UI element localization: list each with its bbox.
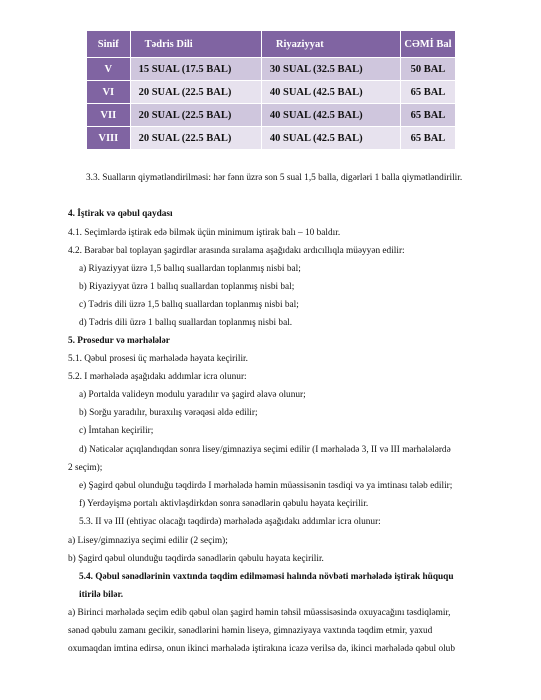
cell-sinif: VI [87, 81, 131, 104]
list-item: b) Sorğu yaradılır, buraxılış vərəqəsi əldə edilir; [79, 408, 258, 418]
cell-sinif: VIII [87, 127, 131, 150]
cell-tedris-dili: 20 SUAL (22.5 BAL) [130, 127, 261, 150]
paragraph-a-line-1: a) Birinci mərhələdə seçim edib qəbul olan şagird həmin təhsil müəssisəsində oxuyacağını təsdiqləmir, [68, 608, 451, 618]
cell-tedris-dili: 20 SUAL (22.5 BAL) [130, 104, 261, 127]
list-item: f) Yerdəyişmə portalı aktivləşdirkdən sonra sənədlərin qəbulu həyata keçirilir. [79, 499, 369, 509]
header-riyaziyyat: Riyaziyyat [261, 31, 400, 58]
cell-tedris-dili: 15 SUAL (17.5 BAL) [130, 58, 261, 81]
table-header-row [87, 31, 456, 58]
list-item: a) Lisey/gimnaziya seçimi edilir (2 seçim); [68, 536, 228, 546]
list-item: c) Tədris dili üzrə 1,5 ballıq suallardan toplanmış nisbi bal; [79, 300, 299, 310]
cell-tedris-dili: 20 SUAL (22.5 BAL) [130, 81, 261, 104]
paragraph-a-line-3: oxumaqdan imtina edirsə, onun ikinci mərhələdə iştirakına icazə verilsə də, ikinci mərhələdə qəbul olub [68, 644, 455, 654]
header-sinif: Sinif [87, 31, 131, 58]
paragraph-4-2: 4.2. Bərabər bal toplayan şagirdlər arasında sıralama aşağıdakı ardıcıllıqla müəyyən edilir: [68, 246, 405, 256]
paragraph-5-1: 5.1. Qəbul prosesi üç mərhələdə həyata keçirilir. [68, 354, 248, 364]
cell-cemi-bal: 50 BAL [400, 58, 455, 81]
table-row [87, 104, 456, 127]
list-item-continuation: 2 seçim); [68, 463, 103, 473]
list-item: a) Portalda valideyn modulu yaradılır və şagird əlavə olunur; [79, 390, 306, 400]
list-item: b) Şagird qəbul olunduğu təqdirdə sənədlərin qəbulu həyata keçirilir. [68, 554, 324, 564]
paragraph-5-2: 5.2. I mərhələdə aşağıdakı addımlar icra olunur: [68, 372, 247, 382]
cell-riyaziyyat: 30 SUAL (32.5 BAL) [261, 58, 400, 81]
paragraph-a-line-2: sənəd qəbulu zamanı gecikir, sənədlərini həmin liseyə, gimnaziyaya vaxtında təqdim etmir, yaxud [68, 626, 433, 636]
header-cemi-bal: CƏMİ Bal [400, 31, 455, 58]
cell-riyaziyyat: 40 SUAL (42.5 BAL) [261, 104, 400, 127]
list-item: d) Nəticələr açıqlandıqdan sonra lisey/gimnaziya seçimi edilir (I mərhələdə 3, II və III mərhələlərdə [79, 445, 451, 455]
table-row [87, 58, 456, 81]
score-table [86, 30, 456, 150]
paragraph-4-1: 4.1. Seçimlərdə iştirak edə bilmək üçün minimum iştirak balı – 10 baldır. [68, 228, 341, 238]
list-item: b) Riyaziyyat üzrə 1 ballıq suallardan toplanmış nisbi bal; [79, 282, 295, 292]
paragraph-5-3: 5.3. II və III (ehtiyac olacağı təqdirdə) mərhələdə aşağıdakı addımlar icra olunur: [79, 517, 381, 527]
cell-riyaziyyat: 40 SUAL (42.5 BAL) [261, 81, 400, 104]
header-tedris-dili: Tədris Dili [130, 31, 261, 58]
cell-cemi-bal: 65 BAL [400, 104, 455, 127]
section-heading-5: 5. Prosedur və mərhələlər [68, 336, 170, 346]
table-row [87, 81, 456, 104]
list-item: a) Riyaziyyat üzrə 1,5 ballıq suallardan toplanmış nisbi bal; [79, 264, 301, 274]
paragraph-5-4-continuation: itirilə bilər. [79, 590, 124, 600]
cell-sinif: VII [87, 104, 131, 127]
section-heading-4: 4. İştirak və qəbul qaydası [68, 209, 173, 219]
list-item: c) İmtahan keçirilir; [79, 426, 154, 436]
cell-cemi-bal: 65 BAL [400, 127, 455, 150]
table-row [87, 127, 456, 150]
paragraph-3-3: 3.3. Sualların qiymətləndirilməsi: hər fənn üzrə son 5 sual 1,5 balla, digərləri 1 balla qiymətləndirilir. [86, 173, 463, 183]
list-item: e) Şagird qəbul olunduğu təqdirdə I mərhələdə həmin müəssisənin təsdiqi və ya imtinası tələb edilir; [79, 481, 453, 491]
cell-sinif: V [87, 58, 131, 81]
list-item: d) Tədris dili üzrə 1 ballıq suallardan toplanmış nisbi bal. [79, 318, 293, 328]
cell-cemi-bal: 65 BAL [400, 81, 455, 104]
paragraph-5-4: 5.4. Qəbul sənədlərinin vaxtında təqdim edilməməsi halında növbəti mərhələdə iştirak hüququ [79, 572, 454, 582]
cell-riyaziyyat: 40 SUAL (42.5 BAL) [261, 127, 400, 150]
